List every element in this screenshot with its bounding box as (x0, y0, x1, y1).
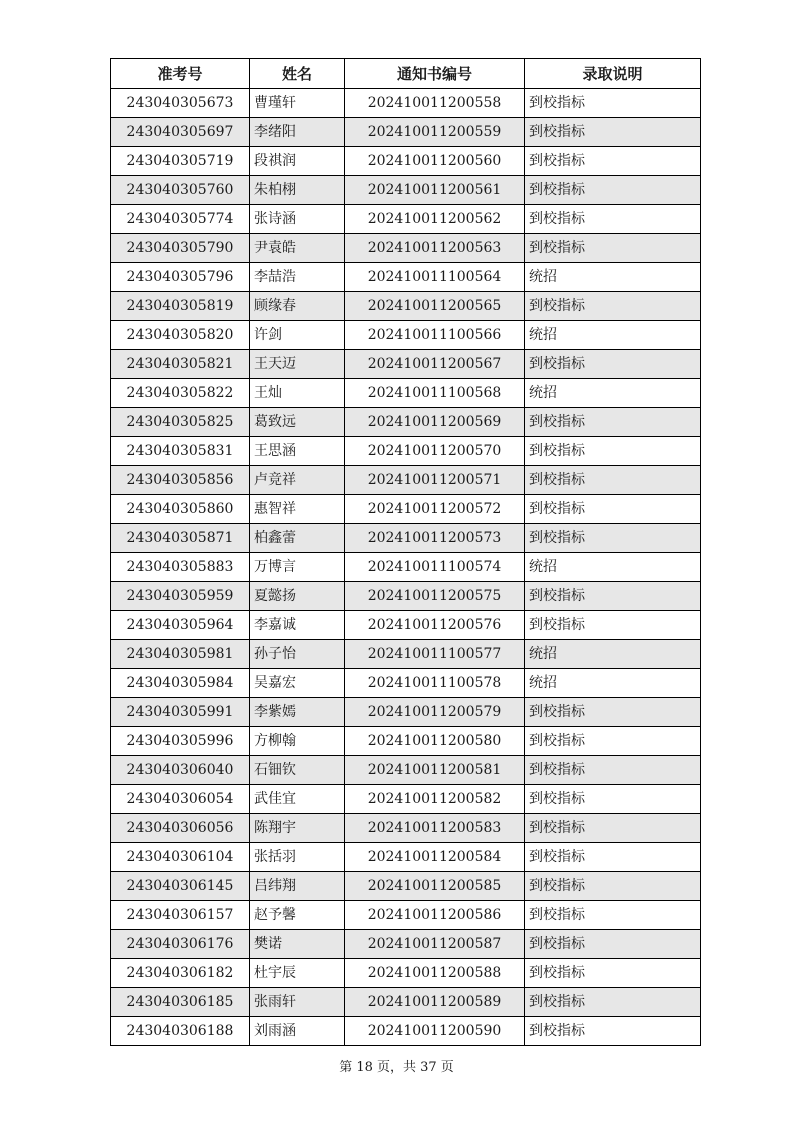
table-row (111, 118, 701, 147)
table-row (111, 524, 701, 553)
student-name-cell: 王天迈 (250, 350, 345, 379)
student-name-cell: 刘雨涵 (250, 1017, 345, 1046)
notice-number-cell: 202410011200563 (345, 234, 525, 263)
notice-number-cell: 202410011100568 (345, 379, 525, 408)
student-name-cell: 李喆浩 (250, 263, 345, 292)
table-row (111, 553, 701, 582)
exam-number-cell: 243040305831 (111, 437, 250, 466)
admission-note-cell: 到校指标 (525, 437, 701, 466)
notice-number-cell: 202410011200588 (345, 959, 525, 988)
admission-table-container (110, 58, 700, 1046)
admission-note-cell: 到校指标 (525, 89, 701, 118)
table-row (111, 640, 701, 669)
header-name: 姓名 (250, 59, 345, 89)
exam-number-cell: 243040306104 (111, 843, 250, 872)
notice-number-cell: 202410011200579 (345, 698, 525, 727)
table-row (111, 901, 701, 930)
notice-number-cell: 202410011200575 (345, 582, 525, 611)
admission-note-cell: 到校指标 (525, 524, 701, 553)
exam-number-cell: 243040306182 (111, 959, 250, 988)
exam-number-cell: 243040305821 (111, 350, 250, 379)
admission-note-cell: 到校指标 (525, 611, 701, 640)
notice-number-cell: 202410011200562 (345, 205, 525, 234)
admission-note-cell: 统招 (525, 553, 701, 582)
table-row (111, 785, 701, 814)
admission-note-cell: 到校指标 (525, 930, 701, 959)
header-exam-number: 准考号 (111, 59, 250, 89)
student-name-cell: 张诗涵 (250, 205, 345, 234)
notice-number-cell: 202410011200573 (345, 524, 525, 553)
student-name-cell: 吕纬翔 (250, 872, 345, 901)
table-row (111, 379, 701, 408)
exam-number-cell: 243040305819 (111, 292, 250, 321)
exam-number-cell: 243040305673 (111, 89, 250, 118)
notice-number-cell: 202410011100564 (345, 263, 525, 292)
exam-number-cell: 243040306176 (111, 930, 250, 959)
admission-note-cell: 统招 (525, 669, 701, 698)
admission-note-cell: 到校指标 (525, 988, 701, 1017)
student-name-cell: 王思涵 (250, 437, 345, 466)
notice-number-cell: 202410011200581 (345, 756, 525, 785)
notice-number-cell: 202410011200585 (345, 872, 525, 901)
exam-number-cell: 243040305871 (111, 524, 250, 553)
notice-number-cell: 202410011200560 (345, 147, 525, 176)
notice-number-cell: 202410011200587 (345, 930, 525, 959)
exam-number-cell: 243040306145 (111, 872, 250, 901)
exam-number-cell: 243040305860 (111, 495, 250, 524)
student-name-cell: 柏鑫蕾 (250, 524, 345, 553)
notice-number-cell: 202410011100574 (345, 553, 525, 582)
admission-note-cell: 到校指标 (525, 176, 701, 205)
student-name-cell: 曹瑾轩 (250, 89, 345, 118)
notice-number-cell: 202410011200565 (345, 292, 525, 321)
student-name-cell: 石钿钦 (250, 756, 345, 785)
exam-number-cell: 243040305719 (111, 147, 250, 176)
table-row (111, 959, 701, 988)
student-name-cell: 孙子怡 (250, 640, 345, 669)
student-name-cell: 尹袁皓 (250, 234, 345, 263)
student-name-cell: 葛致远 (250, 408, 345, 437)
exam-number-cell: 243040305964 (111, 611, 250, 640)
student-name-cell: 樊诺 (250, 930, 345, 959)
admission-note-cell: 到校指标 (525, 1017, 701, 1046)
exam-number-cell: 243040306188 (111, 1017, 250, 1046)
student-name-cell: 惠智祥 (250, 495, 345, 524)
table-row (111, 263, 701, 292)
exam-number-cell: 243040306185 (111, 988, 250, 1017)
admission-note-cell: 到校指标 (525, 843, 701, 872)
notice-number-cell: 202410011200589 (345, 988, 525, 1017)
notice-number-cell: 202410011100578 (345, 669, 525, 698)
admission-note-cell: 统招 (525, 379, 701, 408)
student-name-cell: 段祺润 (250, 147, 345, 176)
exam-number-cell: 243040305825 (111, 408, 250, 437)
notice-number-cell: 202410011200567 (345, 350, 525, 379)
student-name-cell: 吴嘉宏 (250, 669, 345, 698)
exam-number-cell: 243040305796 (111, 263, 250, 292)
notice-number-cell: 202410011200580 (345, 727, 525, 756)
admission-note-cell: 到校指标 (525, 408, 701, 437)
student-name-cell: 卢竞祥 (250, 466, 345, 495)
admission-note-cell: 到校指标 (525, 872, 701, 901)
admission-note-cell: 到校指标 (525, 814, 701, 843)
admission-note-cell: 统招 (525, 263, 701, 292)
exam-number-cell: 243040306056 (111, 814, 250, 843)
table-row (111, 234, 701, 263)
table-body (111, 89, 701, 1046)
table-row (111, 350, 701, 379)
admission-note-cell: 到校指标 (525, 495, 701, 524)
notice-number-cell: 202410011200570 (345, 437, 525, 466)
student-name-cell: 许剑 (250, 321, 345, 350)
exam-number-cell: 243040305856 (111, 466, 250, 495)
notice-number-cell: 202410011200590 (345, 1017, 525, 1046)
exam-number-cell: 243040306157 (111, 901, 250, 930)
table-row (111, 408, 701, 437)
table-row (111, 611, 701, 640)
admission-note-cell: 到校指标 (525, 727, 701, 756)
notice-number-cell: 202410011200559 (345, 118, 525, 147)
exam-number-cell: 243040305996 (111, 727, 250, 756)
exam-number-cell: 243040305991 (111, 698, 250, 727)
student-name-cell: 方柳翰 (250, 727, 345, 756)
exam-number-cell: 243040305959 (111, 582, 250, 611)
exam-number-cell: 243040305984 (111, 669, 250, 698)
notice-number-cell: 202410011200583 (345, 814, 525, 843)
table-row (111, 756, 701, 785)
notice-number-cell: 202410011200582 (345, 785, 525, 814)
table-row (111, 872, 701, 901)
student-name-cell: 陈翔宇 (250, 814, 345, 843)
table-row (111, 466, 701, 495)
exam-number-cell: 243040305883 (111, 553, 250, 582)
table-row (111, 930, 701, 959)
student-name-cell: 王灿 (250, 379, 345, 408)
header-admission-note: 录取说明 (525, 59, 701, 89)
admission-note-cell: 统招 (525, 640, 701, 669)
exam-number-cell: 243040305822 (111, 379, 250, 408)
table-row (111, 176, 701, 205)
table-row (111, 582, 701, 611)
notice-number-cell: 202410011200569 (345, 408, 525, 437)
student-name-cell: 张雨轩 (250, 988, 345, 1017)
exam-number-cell: 243040305760 (111, 176, 250, 205)
exam-number-cell: 243040306040 (111, 756, 250, 785)
admission-note-cell: 到校指标 (525, 756, 701, 785)
exam-number-cell: 243040306054 (111, 785, 250, 814)
header-notice-number: 通知书编号 (345, 59, 525, 89)
admission-note-cell: 到校指标 (525, 147, 701, 176)
admission-note-cell: 到校指标 (525, 234, 701, 263)
admission-note-cell: 到校指标 (525, 785, 701, 814)
table-row (111, 814, 701, 843)
table-row (111, 321, 701, 350)
admission-note-cell: 到校指标 (525, 901, 701, 930)
student-name-cell: 朱柏栩 (250, 176, 345, 205)
notice-number-cell: 202410011200571 (345, 466, 525, 495)
exam-number-cell: 243040305774 (111, 205, 250, 234)
notice-number-cell: 202410011100566 (345, 321, 525, 350)
table-row (111, 727, 701, 756)
notice-number-cell: 202410011200576 (345, 611, 525, 640)
admission-note-cell: 到校指标 (525, 698, 701, 727)
admission-note-cell: 到校指标 (525, 350, 701, 379)
table-row (111, 147, 701, 176)
student-name-cell: 顾缘春 (250, 292, 345, 321)
admission-note-cell: 统招 (525, 321, 701, 350)
exam-number-cell: 243040305981 (111, 640, 250, 669)
table-row (111, 1017, 701, 1046)
notice-number-cell: 202410011100577 (345, 640, 525, 669)
admission-note-cell: 到校指标 (525, 205, 701, 234)
table-row (111, 292, 701, 321)
table-row (111, 437, 701, 466)
student-name-cell: 李嘉诚 (250, 611, 345, 640)
notice-number-cell: 202410011200586 (345, 901, 525, 930)
admission-table (110, 58, 701, 1046)
table-row (111, 843, 701, 872)
table-row (111, 669, 701, 698)
table-row (111, 205, 701, 234)
student-name-cell: 李紫嫣 (250, 698, 345, 727)
admission-note-cell: 到校指标 (525, 582, 701, 611)
student-name-cell: 李绪阳 (250, 118, 345, 147)
admission-note-cell: 到校指标 (525, 466, 701, 495)
student-name-cell: 杜宇辰 (250, 959, 345, 988)
notice-number-cell: 202410011200561 (345, 176, 525, 205)
admission-note-cell: 到校指标 (525, 118, 701, 147)
table-row (111, 698, 701, 727)
student-name-cell: 武佳宜 (250, 785, 345, 814)
student-name-cell: 张括羽 (250, 843, 345, 872)
header-row (111, 59, 701, 89)
table-row (111, 89, 701, 118)
table-header (111, 59, 701, 89)
notice-number-cell: 202410011200584 (345, 843, 525, 872)
table-row (111, 988, 701, 1017)
table-row (111, 495, 701, 524)
student-name-cell: 夏懿扬 (250, 582, 345, 611)
student-name-cell: 万博言 (250, 553, 345, 582)
exam-number-cell: 243040305697 (111, 118, 250, 147)
exam-number-cell: 243040305820 (111, 321, 250, 350)
exam-number-cell: 243040305790 (111, 234, 250, 263)
notice-number-cell: 202410011200572 (345, 495, 525, 524)
notice-number-cell: 202410011200558 (345, 89, 525, 118)
page-footer: 第 18 页，共 37 页 (339, 1060, 454, 1075)
admission-note-cell: 到校指标 (525, 292, 701, 321)
student-name-cell: 赵予馨 (250, 901, 345, 930)
admission-note-cell: 到校指标 (525, 959, 701, 988)
